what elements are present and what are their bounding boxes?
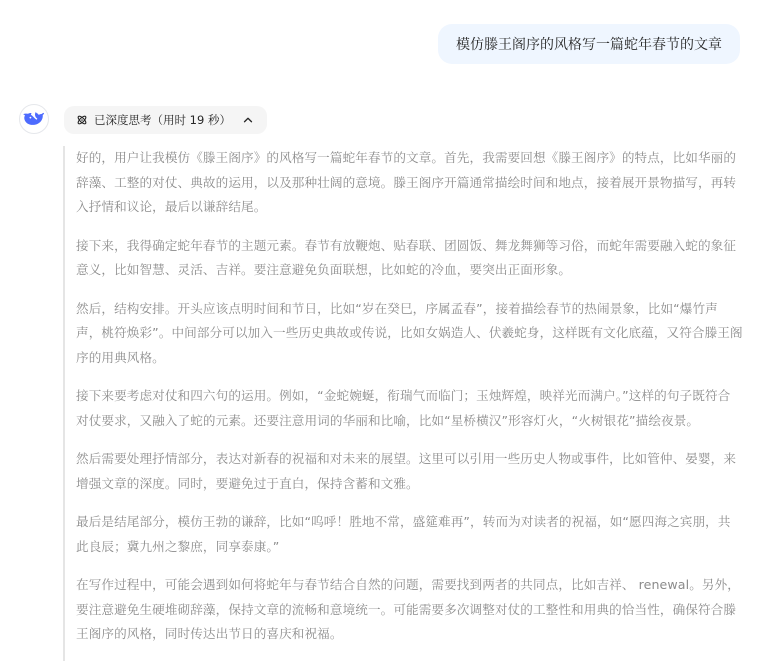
thought-paragraph: 最后是结尾部分，模仿王勃的谦辞，比如“呜呼！胜地不常，盛筵难再”，转而为对读者的祝福，如“愿四海之宾朋，共此良辰；冀九州之黎庶，同享泰康。” xyxy=(76,514,731,554)
thought-paragraph: 然后，结构安排。开头应该点明时间和节日，比如“岁在癸巳，序属孟春”，接着描绘春节的热闹景象，比如“爆竹声声，桃符焕彩”。中间部分可以加入一些历史典故或传说，比如女娲造人、伏羲蛇身，这样既有文化底蕴，又符合滕王阁序的用典风格。 xyxy=(76,300,743,365)
chevron-up-icon xyxy=(241,113,255,127)
atom-icon xyxy=(76,114,88,126)
deep-think-label: 已深度思考（用时 19 秒） xyxy=(94,113,231,127)
thought-paragraph: 然后需要处理抒情部分，表达对新春的祝福和对未来的展望。这里可以引用一些历史人物或事件，比如管仲、晏婴，来增强文章的深度。同时，要避免过于直白，保持含蓄和文雅。 xyxy=(76,451,737,491)
thought-paragraph: 在写作过程中，可能会遇到如何将蛇年与春节结合自然的问题，需要找到两者的共同点，比如吉祥、 renewal。另外，要注意避免生硬堆砌辞藻，保持文章的流畅和意境统一。可能需要多次调整对仗的工整性和用典的恰当性，确保符合滕王阁序的风格，同时传达出节日的喜庆和祝福。 xyxy=(76,577,740,641)
deep-think-toggle[interactable] xyxy=(64,106,267,134)
assistant-avatar xyxy=(19,104,49,134)
user-message-text: 模仿滕王阁序的风格写一篇蛇年春节的文章 xyxy=(456,37,722,53)
thought-paragraph: 好的，用户让我模仿《滕王阁序》的风格写一篇蛇年春节的文章。首先，我需要回想《滕王阁序》的特点，比如华丽的辞藻、工整的对仗、典故的运用，以及那种壮阔的意境。滕王阁序开篇通常描绘时间和地点，接着展开景物描写，再转入抒情和议论，最后以谦辞结尾。 xyxy=(76,150,737,214)
thought-paragraph: 接下来要考虑对仗和四六句的运用。例如，“金蛇婉蜒，衔瑞气而临门；玉烛辉煌，映祥光而满户。”这样的句子既符合对仗要求，又融入了蛇的元素。还要注意用词的华丽和比喻，比如“星桥横汉”形容灯火，“火树银花”描绘夜景。 xyxy=(76,388,731,428)
thinking-content xyxy=(63,146,743,661)
user-message-bubble xyxy=(438,24,740,64)
whale-logo-icon xyxy=(23,110,45,128)
thought-paragraph: 接下来，我得确定蛇年春节的主题元素。春节有放鞭炮、贴春联、团圆饭、舞龙舞狮等习俗，而蛇年需要融入蛇的象征意义，比如智慧、灵活、吉祥。要注意避免负面联想，比如蛇的冷血，要突出正面形象。 xyxy=(76,237,737,277)
